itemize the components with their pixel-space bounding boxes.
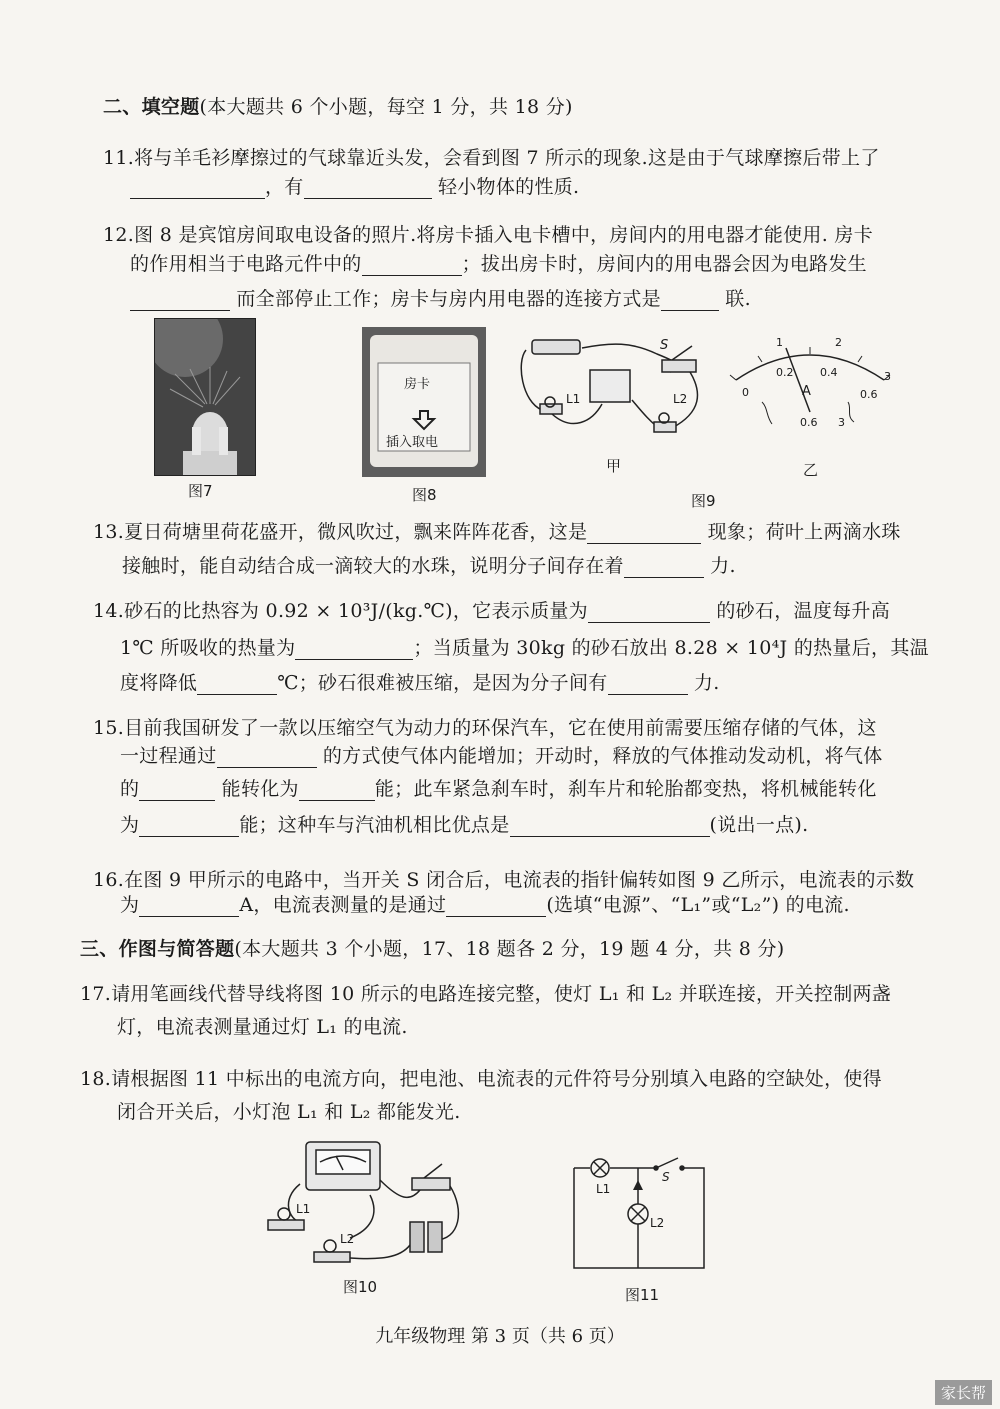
card-label: 房卡 — [404, 377, 431, 392]
terminal-3: 3 — [838, 416, 845, 429]
q12-text-d: 联. — [725, 288, 751, 310]
figure-9-caption: 图9 — [691, 492, 716, 510]
q15-blank-3[interactable] — [299, 782, 375, 801]
figure-7-photo — [154, 318, 256, 476]
q15-text-e: 能；此车紧急刹车时，刹车片和轮胎都变热，将机械能转化 — [374, 778, 877, 800]
q12-line-3 — [130, 284, 751, 311]
q15-text-c: 的 — [120, 778, 140, 800]
dial-tick-2: 2 — [835, 336, 842, 349]
section-3-heading — [80, 934, 785, 961]
section-2-title: 二、填空题 — [103, 96, 200, 118]
fig11-L1-label: L1 — [596, 1182, 611, 1196]
q14-blank-1[interactable] — [588, 604, 710, 623]
q15-blank-2[interactable] — [139, 782, 215, 801]
insert-power-label: 插入取电 — [386, 435, 439, 450]
watermark-logo: 家长帮 — [935, 1380, 992, 1405]
q15-text-a: 一过程通过 — [120, 745, 217, 767]
q15-blank-4[interactable] — [139, 818, 239, 837]
q16-text-b: A，电流表测量的是通过 — [239, 894, 447, 916]
q11-text-a: ，有 — [265, 176, 304, 198]
q14-text-d: ；当质量为 30kg 的砂石放出 8.28 × 10⁴J 的热量后，其温 — [413, 637, 929, 659]
figure-11-circuit — [566, 1150, 716, 1280]
q14-line-1 — [93, 596, 890, 623]
q13-line-1 — [93, 517, 901, 544]
card-slot-image — [362, 327, 486, 477]
q13-blank-2[interactable] — [624, 559, 704, 578]
q14-text-e: 度将降低 — [120, 672, 198, 694]
q17-line-1: 17.请用笔画线代替导线将图 10 所示的电路连接完整，使灯 L₁ 和 L₂ 并联连接，开关控制两盏 — [80, 983, 892, 1005]
q13-blank-1[interactable] — [587, 525, 701, 544]
q16-line-1: 16.在图 9 甲所示的电路中，当开关 S 闭合后，电流表的指针偏转如图 9 乙所示，电流表的示数 — [93, 869, 915, 891]
q13-text-b: 现象；荷叶上两滴水珠 — [707, 521, 901, 543]
q11-line-1: 11.将与羊毛衫摩擦过的气球靠近头发，会看到图 7 所示的现象.这是由于气球摩擦后带上了 — [103, 147, 880, 169]
q14-blank-3[interactable] — [197, 676, 277, 695]
girl-hair-static-image — [155, 319, 255, 475]
q12-blank-2[interactable] — [130, 292, 230, 311]
q17-line-2: 灯，电流表测量通过灯 L₁ 的电流. — [117, 1016, 408, 1038]
figure-9-circuit — [512, 332, 712, 442]
figure-8-photo — [362, 327, 486, 477]
q12-text-c: 而全部停止工作；房卡与房内用电器的连接方式是 — [236, 288, 661, 310]
q14-text-c: 1℃ 所吸收的热量为 — [120, 637, 296, 659]
q12-blank-3[interactable] — [661, 292, 719, 311]
dial-unit-A: A — [802, 384, 811, 399]
q11-blank-1[interactable] — [130, 180, 265, 199]
q11-text-b: 轻小物体的性质. — [437, 176, 580, 198]
section-2-note: (本大题共 6 个小题，每空 1 分，共 18 分) — [199, 96, 573, 118]
figure-8-caption: 图8 — [412, 486, 437, 504]
page-footer: 九年级物理 第 3 页（共 6 页） — [375, 1326, 625, 1347]
q15-line-3 — [120, 774, 877, 801]
q13-text-a: 13.夏日荷塘里荷花盛开，微风吹过，飘来阵阵花香，这是 — [93, 521, 588, 543]
q11-line-2 — [130, 172, 579, 199]
q16-line-2 — [120, 890, 850, 917]
dial-tick-0: 0 — [742, 386, 749, 399]
q14-blank-2[interactable] — [295, 641, 413, 660]
q18-line-1: 18.请根据图 11 中标出的电流方向，把电池、电流表的元件符号分别填入电路的空缺处，使得 — [80, 1068, 882, 1090]
fig10-L2-label: L2 — [340, 1232, 355, 1246]
q16-blank-2[interactable] — [446, 898, 546, 917]
q15-line-2 — [120, 741, 883, 768]
q14-text-g: 力. — [693, 672, 720, 694]
dial-tick-1: 1 — [776, 336, 783, 349]
q13-line-2 — [122, 551, 736, 578]
q15-text-g: 能；这种车与汽油机相比优点是 — [239, 814, 510, 836]
dial-tick-0-6: 0.6 — [860, 388, 878, 401]
q16-blank-1[interactable] — [139, 898, 239, 917]
q16-text-c: (选填“电源”、“L₁”或“L₂”) 的电流. — [546, 894, 850, 916]
figure-9-jia: 甲 — [606, 457, 622, 475]
q15-text-f: 为 — [120, 814, 140, 836]
q15-text-d: 能转化为 — [221, 778, 299, 800]
fig11-L2-label: L2 — [650, 1216, 665, 1230]
q15-text-h: (说出一点). — [709, 814, 809, 836]
q12-line-2 — [130, 249, 867, 276]
figure-10-caption: 图10 — [343, 1278, 378, 1296]
q15-text-b: 的方式使气体内能增加；开动时，释放的气体推动发动机，将气体 — [322, 745, 883, 767]
dial-tick-0-2: 0.2 — [776, 366, 794, 379]
q18-line-2: 闭合开关后，小灯泡 L₁ 和 L₂ 都能发光. — [117, 1101, 461, 1123]
fig9-switch-label: S — [660, 338, 669, 353]
fig9-L2-label: L2 — [673, 392, 688, 406]
figure-7-caption: 图7 — [188, 482, 213, 500]
fig9-L1-label: L1 — [566, 392, 581, 406]
q12-text-b: ；拔出房卡时，房间内的用电器会因为电路发生 — [461, 253, 867, 275]
q12-text-a: 的作用相当于电路元件中的 — [130, 253, 362, 275]
q11-blank-2[interactable] — [304, 180, 432, 199]
terminal-0-6: 0.6 — [800, 416, 818, 429]
figure-11-caption: 图11 — [625, 1286, 660, 1304]
q13-text-c: 接触时，能自动结合成一滴较大的水珠，说明分子间存在着 — [122, 555, 624, 577]
q12-blank-1[interactable] — [362, 257, 462, 276]
q14-text-b: 的砂石，温度每升高 — [716, 600, 891, 622]
q14-blank-4[interactable] — [608, 676, 688, 695]
section-2-heading — [103, 92, 573, 119]
figure-9-yi: 乙 — [803, 461, 819, 479]
q15-line-1: 15.目前我国研发了一款以压缩空气为动力的环保汽车，它在使用前需要压缩存储的气体，这 — [93, 717, 877, 739]
fig10-L1-label: L1 — [296, 1202, 311, 1216]
q14-text-a: 14.砂石的比热容为 0.92 × 10³J/(kg.℃)，它表示质量为 — [93, 600, 588, 622]
q15-blank-1[interactable] — [217, 749, 317, 768]
dial-tick-0-4: 0.4 — [820, 366, 838, 379]
q15-line-4 — [120, 810, 808, 837]
dial-tick-3: 3 — [884, 370, 891, 383]
q14-text-f: ℃；砂石很难被压缩，是因为分子间有 — [277, 672, 608, 694]
figure-10-circuit — [260, 1140, 470, 1280]
q12-line-1: 12.图 8 是宾馆房间取电设备的照片.将房卡插入电卡槽中，房间内的用电器才能使用. 房卡 — [103, 224, 874, 246]
q15-blank-5[interactable] — [510, 818, 710, 837]
q13-text-d: 力. — [710, 555, 736, 577]
fig11-switch-label: S — [662, 1170, 670, 1184]
q14-line-2 — [120, 633, 929, 660]
q16-text-a: 为 — [120, 894, 140, 916]
q14-line-3 — [120, 668, 720, 695]
section-3-note: (本大题共 3 个小题，17、18 题各 2 分，19 题 4 分，共 8 分) — [234, 938, 785, 960]
section-3-title: 三、作图与简答题 — [80, 938, 235, 960]
